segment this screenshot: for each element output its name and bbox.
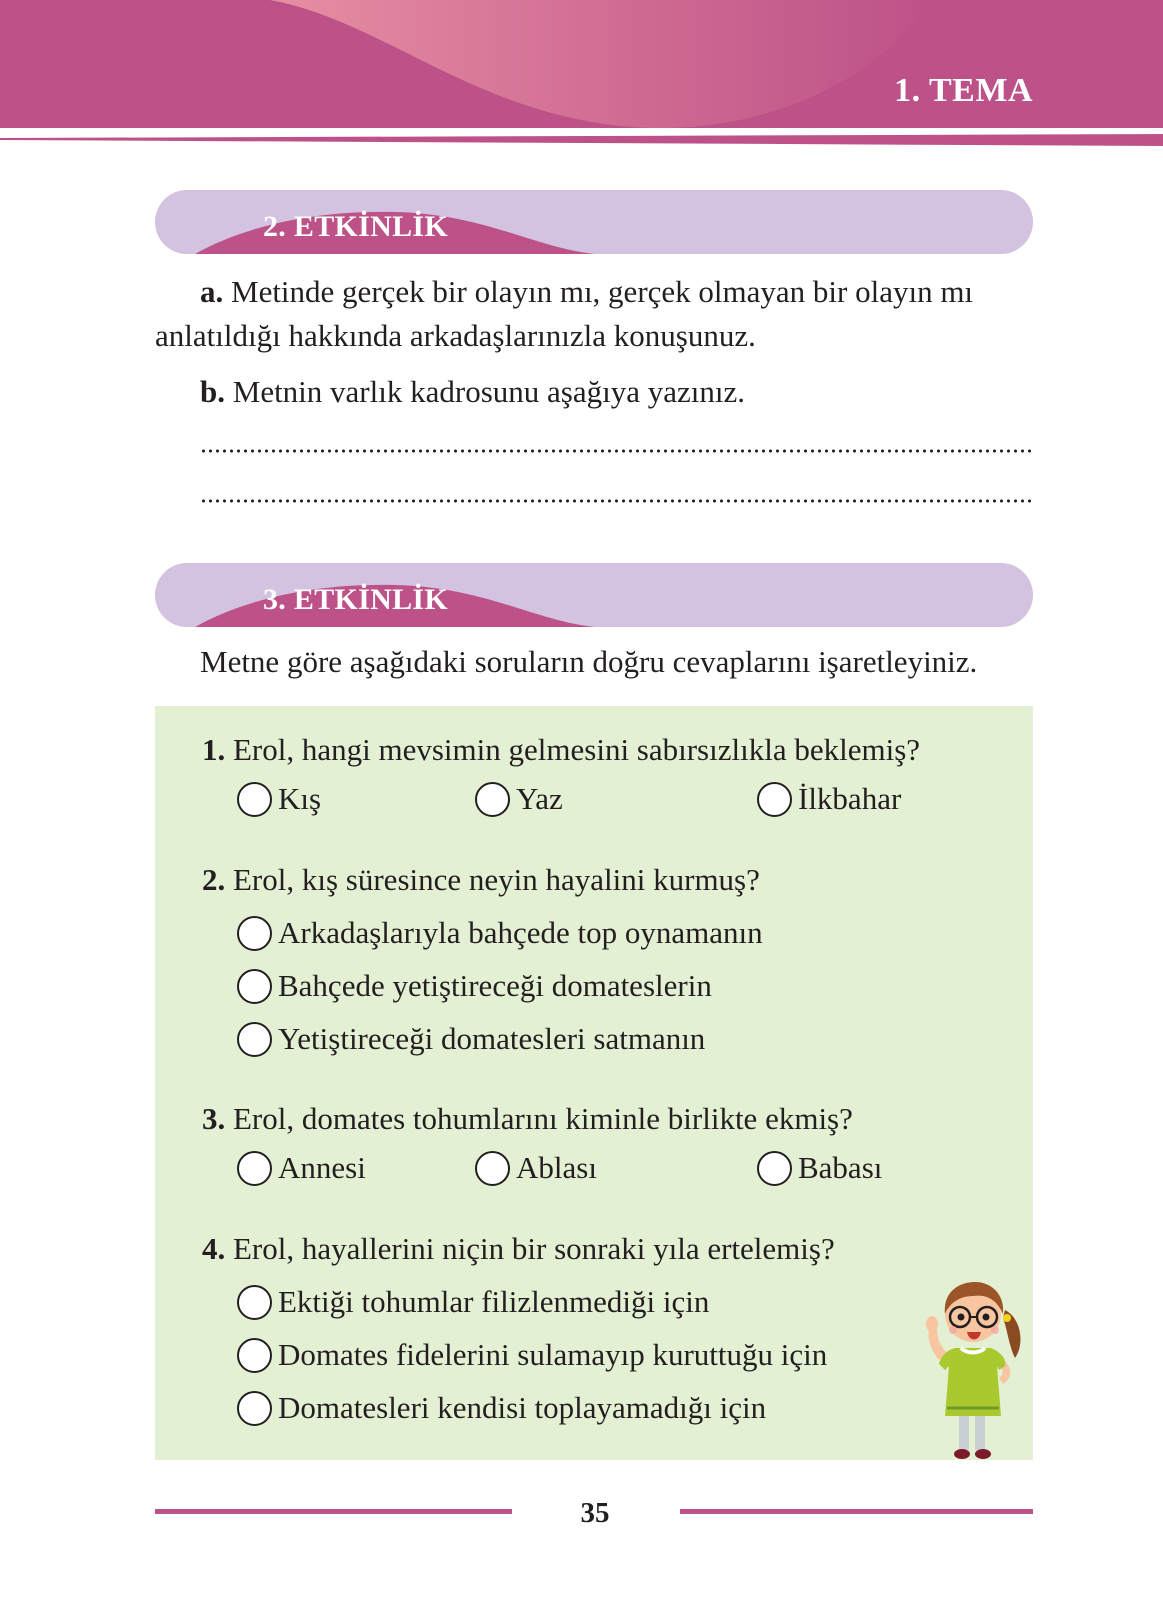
radio-circle-icon[interactable]: [237, 1151, 272, 1186]
item-a-text: Metinde gerçek bir olayın mı, gerçek olmayan bir olayın mı: [231, 274, 974, 309]
question-text: Erol, kış süresince neyin hayalini kurmuş?: [233, 862, 760, 897]
quiz-box: [155, 706, 1033, 1460]
radio-circle-icon[interactable]: [237, 1285, 272, 1320]
item-a-line2: anlatıldığı hakkında arkadaşlarınızla konuşunuz.: [155, 318, 756, 353]
question-text: Erol, hayallerini niçin bir sonraki yıla ertelemiş?: [233, 1231, 835, 1266]
radio-circle-icon[interactable]: [757, 1151, 792, 1186]
radio-circle-icon[interactable]: [237, 1022, 272, 1057]
option-label: İlkbahar: [798, 781, 902, 816]
radio-circle-icon[interactable]: [237, 916, 272, 951]
question-number: 2.: [202, 862, 226, 897]
activity-3-label: 3. ETKİNLİK: [263, 583, 449, 616]
option-label: Ektiği tohumlar filizlenmediği için: [278, 1284, 710, 1319]
q1-option-ilkbahar[interactable]: [757, 779, 901, 819]
question-text: Erol, domates tohumlarını kiminle birlikte ekmiş?: [233, 1101, 853, 1136]
q3-option-babasi[interactable]: [757, 1148, 882, 1188]
option-label: Yaz: [516, 781, 563, 816]
option-label: Domates fidelerini sulamayıp kuruttuğu için: [278, 1337, 828, 1372]
option-label: Yetiştireceği domatesleri satmanın: [278, 1021, 706, 1056]
option-label: Annesi: [278, 1150, 366, 1185]
activity-3-instruction: Metne göre aşağıdaki soruların doğru cevaplarını işaretleyiniz.: [200, 644, 978, 679]
footer-line-left: [155, 1509, 512, 1514]
radio-circle-icon[interactable]: [237, 1338, 272, 1373]
radio-circle-icon[interactable]: [237, 782, 272, 817]
q2-option-2[interactable]: [237, 966, 712, 1006]
answer-line-2[interactable]: [200, 499, 1032, 503]
radio-circle-icon[interactable]: [237, 1391, 272, 1426]
q4-option-3[interactable]: [237, 1388, 766, 1428]
question-4: [202, 1229, 835, 1269]
question-number: 1.: [202, 732, 226, 767]
girl-waving-illustration: [917, 1262, 1027, 1462]
page-number: 35: [580, 1497, 610, 1529]
item-a-line1: [200, 270, 973, 314]
q4-option-1[interactable]: [237, 1282, 709, 1322]
question-1: [202, 730, 920, 770]
header-band: [0, 0, 1163, 128]
option-label: Babası: [798, 1150, 883, 1185]
option-label: Kış: [278, 781, 322, 816]
question-2: [202, 860, 760, 900]
answer-line-1[interactable]: [200, 449, 1032, 453]
option-label: Ablası: [516, 1150, 597, 1185]
q1-option-yaz[interactable]: [475, 779, 563, 819]
question-text: Erol, hangi mevsimin gelmesini sabırsızlıkla beklemiş?: [233, 732, 921, 767]
q2-option-1[interactable]: [237, 913, 763, 953]
radio-circle-icon[interactable]: [237, 969, 272, 1004]
option-label: Domatesleri kendisi toplayamadığı için: [278, 1390, 767, 1425]
activity-2-banner: [155, 190, 1033, 254]
question-number: 3.: [202, 1101, 226, 1136]
radio-circle-icon[interactable]: [757, 782, 792, 817]
q4-option-2[interactable]: [237, 1335, 827, 1375]
item-a-marker: a.: [200, 274, 224, 309]
option-label: Bahçede yetiştireceği domateslerin: [278, 968, 712, 1003]
activity-3-banner: [155, 563, 1033, 627]
header-stripe: [0, 134, 1163, 150]
question-number: 4.: [202, 1231, 226, 1266]
q1-option-kis[interactable]: [237, 779, 321, 819]
activity-2-label: 2. ETKİNLİK: [263, 210, 449, 243]
item-b-text: Metnin varlık kadrosunu aşağıya yazınız.: [232, 374, 745, 409]
radio-circle-icon[interactable]: [475, 782, 510, 817]
q3-option-annesi[interactable]: [237, 1148, 366, 1188]
q2-option-3[interactable]: [237, 1019, 705, 1059]
option-label: Arkadaşlarıyla bahçede top oynamanın: [278, 915, 763, 950]
question-3: [202, 1099, 853, 1139]
item-b: [200, 370, 745, 414]
item-b-marker: b.: [200, 374, 225, 409]
radio-circle-icon[interactable]: [475, 1151, 510, 1186]
footer-line-right: [680, 1509, 1033, 1514]
q3-option-ablasi[interactable]: [475, 1148, 597, 1188]
theme-title: 1. TEMA: [894, 72, 1033, 109]
